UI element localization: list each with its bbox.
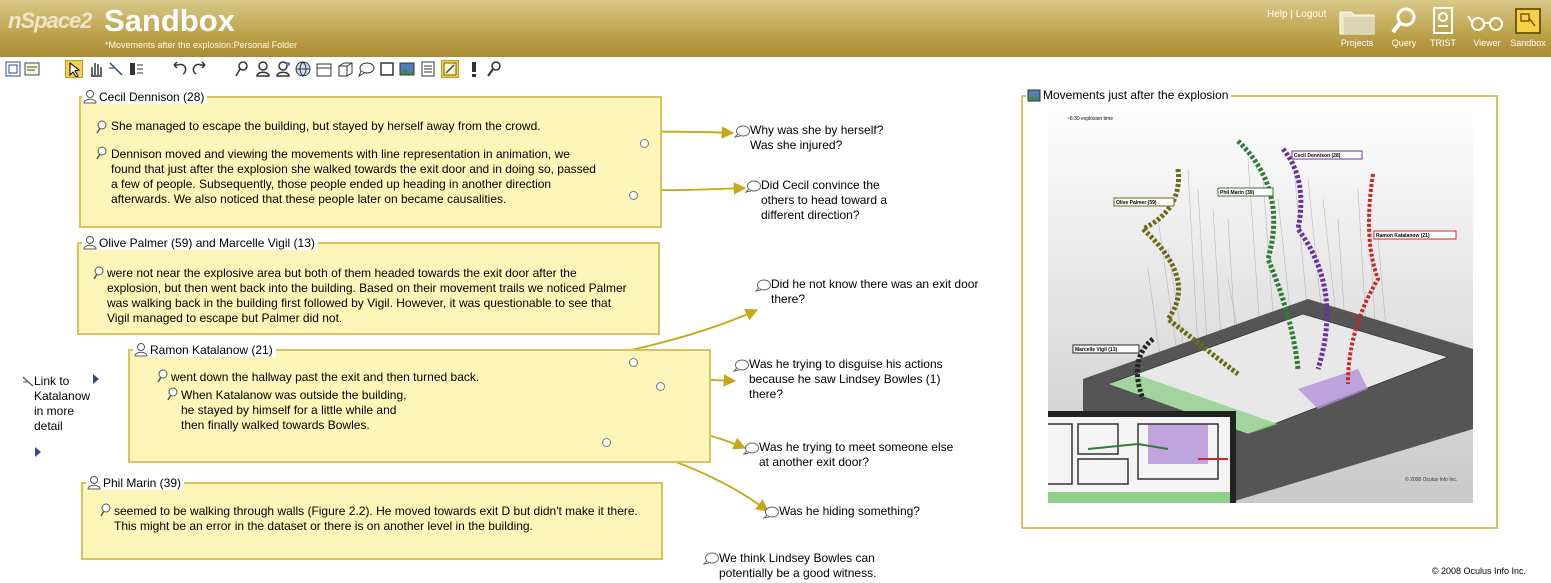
undo-icon [170,60,188,78]
card-title [86,475,184,490]
image-panel-title [1026,88,1231,102]
card-title [82,235,318,250]
image-icon [398,60,416,78]
pin-icon [165,387,179,406]
pin-icon [155,369,169,388]
nav-label: TRIST [1430,38,1456,48]
question-note[interactable]: Did he not know there was an exit door there? [771,277,979,306]
card-ramon-katalanow[interactable] [128,349,711,463]
nav-projects[interactable] [1332,6,1382,48]
card-phil-marin[interactable] [81,482,663,560]
person-icon [254,60,272,78]
pin-icon [94,146,108,165]
notes-button[interactable] [23,60,41,78]
alert-tool-button[interactable] [465,60,483,78]
footer-copyright: © 2008 Oculus Info Inc. [1431,566,1526,576]
undo-button[interactable] [170,60,188,78]
toolbar [0,57,1551,81]
app-header [0,0,1551,57]
link-handle[interactable] [656,382,665,391]
question-note[interactable]: Why was she by herself? Was she injured? [750,123,884,152]
note-text[interactable]: were not near the explosive area but both of them headed towards the exit door after the explosion, but then went back into the building. Based on their movement trails we noticed Palmer was walking back in the building first followed by Vigil. However, it was questionable to see that Vigil managed to escape but Palmer did not. [107,266,627,325]
group-icon [274,60,292,78]
sandbox-icon [1513,6,1543,36]
question-note[interactable]: Did Cecil convince the others to head toward a different direction? [761,178,888,222]
question-note[interactable]: Was he trying to disguise his actions because he saw Lindsey Bowles (1) there? [749,357,943,401]
nav-label: Viewer [1473,38,1501,48]
image-panel-title-text: Movements just after the explosion [1043,88,1229,102]
settings-tool-button[interactable] [485,60,503,78]
question-note[interactable]: Was he hiding something? [779,504,920,518]
logout-link[interactable]: Logout [1295,9,1327,20]
panel-copyright: © 2008 Oculus Info Inc. [1405,477,1458,483]
expand-arrow-icon[interactable] [93,374,99,384]
link-handle[interactable] [629,358,638,367]
trail-label: Ramon Katalanow (21) [1376,233,1430,239]
document-icon [1429,6,1457,36]
new-sandbox-button[interactable] [4,60,22,78]
speech-bubble-icon [755,279,771,297]
nav-label: Sandbox [1510,38,1546,48]
header-links [1267,9,1326,20]
speech-bubble-icon [733,359,749,377]
question-note[interactable]: Was he trying to meet someone else at another exit door? [759,440,954,469]
frame-icon [378,60,396,78]
sandbox-mode-icon [442,61,458,77]
group-tool-button[interactable] [274,60,292,78]
movement-visualization[interactable] [1048,99,1473,503]
note-text[interactable]: Dennison moved and viewing the movements with line representation in animation, we found that just after the explosion she walked towards the exit door and in doing so, passed a few of people. Subsequently, those people ended up heading in another direction afterwards. We also noticed that these people later on became causalities. [111,147,596,206]
card-palmer-vigil[interactable] [77,242,660,335]
redo-icon [191,60,209,78]
trail-label: Marcelle Vigil (13) [1075,347,1118,353]
list-icon [419,60,437,78]
trail-label: Phil Marin (39) [1220,190,1255,196]
exclamation-icon [465,60,483,78]
help-link[interactable]: Help [1267,9,1288,20]
nav-label: Query [1391,38,1417,48]
card-title-text: Olive Palmer (59) and Marcelle Vigil (13) [99,235,315,250]
card-title-text: Phil Marin (39) [103,475,182,490]
link-katalanow-detail[interactable] [22,374,98,434]
speech-bubble-icon [763,506,779,524]
nav-label: Projects [1340,38,1374,48]
side-link-text: Link to Katalanow in more detail [34,374,91,433]
magnifier-icon [1389,6,1419,36]
person-icon [83,235,97,250]
link-handle[interactable] [602,438,611,447]
nav-trist[interactable] [1418,6,1468,48]
link-handle[interactable] [640,139,649,148]
note-text[interactable]: went down the hallway past the exit and then turned back. [171,370,480,384]
list-tool-button[interactable] [419,60,437,78]
card-title [133,342,276,357]
calendar-tool-button[interactable] [315,60,333,78]
note-text[interactable]: seemed to be walking through walls (Figure 2.2). He moved towards exit D but didn't make it there. This might be an error in the dataset or there is on another level in the building. [114,504,638,533]
card-title-text: Cecil Dennison (28) [99,89,205,104]
person-icon [83,89,97,104]
pin-tool-button[interactable] [233,60,251,78]
trail-label: Cecil Dennison (28) [1294,153,1341,159]
pin-icon [94,120,108,139]
glasses-icon [1467,6,1507,36]
globe-tool-button[interactable] [294,60,312,78]
link-tool-icon [107,60,125,78]
link-tool-button[interactable] [107,60,125,78]
text-tool-icon [127,60,145,78]
comment-tool-button[interactable] [357,60,375,78]
image-tool-button[interactable] [398,60,416,78]
box-tool-button[interactable] [336,60,354,78]
frame-tool-button[interactable] [378,60,396,78]
pin-icon [98,503,112,522]
card-title-text: Ramon Katalanow (21) [150,342,273,357]
select-tool-button[interactable] [65,60,83,78]
speech-bubble-icon [357,60,375,78]
calendar-icon [315,60,333,78]
note-text[interactable]: When Katalanow was outside the building, he stayed by himself for a little while and then finally walked towards Bowles. [181,388,407,432]
pan-tool-button[interactable] [87,60,105,78]
app-title: Sandbox [104,3,235,38]
link-handle[interactable] [629,191,638,200]
card-title [82,89,207,104]
image-panel[interactable] [1021,95,1498,529]
speech-bubble-icon [745,180,761,198]
person-icon [87,475,101,490]
link-icon [22,375,34,387]
globe-icon [294,60,312,78]
person-tool-button[interactable] [254,60,272,78]
time-label: ~6:30 explosion time [1067,116,1114,122]
question-note[interactable]: We think Lindsey Bowles can potentially be a good witness. [719,551,877,580]
nspace-logo: nSpace2 [8,8,92,33]
trail-label: Olive Palmer (59) [1116,200,1157,206]
sandbox-mode-button[interactable] [441,60,459,78]
text-tool-button[interactable] [127,60,145,78]
person-icon [134,342,148,357]
expand-arrow-icon[interactable] [35,447,41,457]
box-icon [336,60,354,78]
image-icon [1027,89,1041,102]
inset-floorplan [1048,411,1236,503]
speech-bubble-icon [743,442,759,460]
speech-bubble-icon [734,125,750,143]
tools-icon [485,60,503,78]
pin-icon [233,60,251,78]
nav-sandbox[interactable] [1503,6,1551,48]
speech-bubble-icon [703,552,719,570]
folder-icon [1338,6,1376,36]
folder-subtitle: *Movements after the explosion:Personal Folder [105,40,298,50]
hand-icon [87,60,105,78]
card-cecil-dennison[interactable] [79,96,662,228]
pin-icon [91,266,105,285]
redo-button[interactable] [191,60,209,78]
pointer-icon [66,61,82,77]
note-text[interactable]: She managed to escape the building, but stayed by herself away from the crowd. [111,119,541,133]
link-separator: | [1290,9,1293,20]
